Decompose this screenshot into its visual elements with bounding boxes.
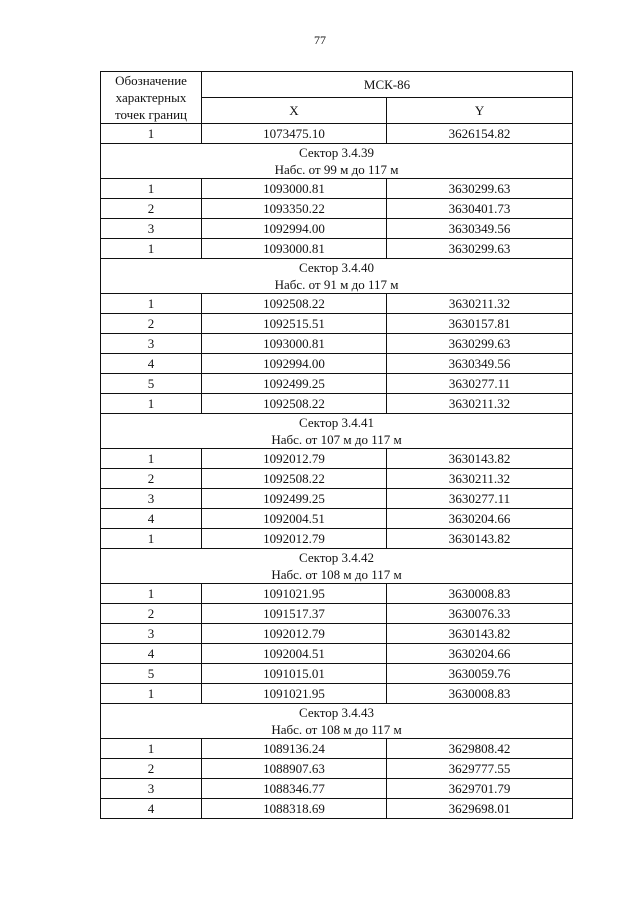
point-number-cell: 1 bbox=[101, 124, 202, 144]
x-coordinate-cell: 1092004.51 bbox=[202, 509, 387, 529]
sector-title: Сектор 3.4.41 bbox=[299, 415, 375, 430]
table-row bbox=[101, 449, 573, 469]
point-number-cell: 1 bbox=[101, 294, 202, 314]
y-coordinate-cell: 3630299.63 bbox=[387, 179, 573, 199]
y-coordinate-cell: 3629701.79 bbox=[387, 779, 573, 799]
sector-heading bbox=[101, 144, 573, 179]
point-number-cell: 1 bbox=[101, 239, 202, 259]
sector-heading bbox=[101, 704, 573, 739]
y-coordinate-cell: 3630211.32 bbox=[387, 294, 573, 314]
x-coordinate-cell: 1093000.81 bbox=[202, 239, 387, 259]
table-row bbox=[101, 469, 573, 489]
point-number-cell: 2 bbox=[101, 604, 202, 624]
point-number-cell: 3 bbox=[101, 779, 202, 799]
x-coordinate-cell: 1088907.63 bbox=[202, 759, 387, 779]
y-coordinate-cell: 3630277.11 bbox=[387, 489, 573, 509]
sector-title: Сектор 3.4.42 bbox=[299, 550, 375, 565]
sector-altitude-range: Набс. от 107 м до 117 м bbox=[271, 432, 402, 447]
table-row bbox=[101, 624, 573, 644]
sector-row bbox=[101, 259, 573, 294]
table-row bbox=[101, 664, 573, 684]
y-coordinate-cell: 3630204.66 bbox=[387, 509, 573, 529]
x-coordinate-cell: 1092012.79 bbox=[202, 449, 387, 469]
y-coordinate-cell: 3630211.32 bbox=[387, 394, 573, 414]
table-row bbox=[101, 294, 573, 314]
header-x: X bbox=[202, 98, 387, 124]
header-coordinate-system: МСК-86 bbox=[202, 72, 573, 98]
y-coordinate-cell: 3629808.42 bbox=[387, 739, 573, 759]
point-number-cell: 1 bbox=[101, 529, 202, 549]
table-row bbox=[101, 604, 573, 624]
point-number-cell: 3 bbox=[101, 219, 202, 239]
table-row bbox=[101, 529, 573, 549]
y-coordinate-cell: 3630076.33 bbox=[387, 604, 573, 624]
sector-altitude-range: Набс. от 108 м до 117 м bbox=[271, 567, 402, 582]
point-number-cell: 2 bbox=[101, 469, 202, 489]
x-coordinate-cell: 1093000.81 bbox=[202, 179, 387, 199]
page-number: 77 bbox=[314, 33, 326, 47]
table-row bbox=[101, 644, 573, 664]
table-row bbox=[101, 354, 573, 374]
x-coordinate-cell: 1092012.79 bbox=[202, 624, 387, 644]
y-coordinate-cell: 3630349.56 bbox=[387, 219, 573, 239]
x-coordinate-cell: 1092994.00 bbox=[202, 354, 387, 374]
sector-title: Сектор 3.4.40 bbox=[299, 260, 375, 275]
y-coordinate-cell: 3630143.82 bbox=[387, 449, 573, 469]
table-row bbox=[101, 239, 573, 259]
point-number-cell: 1 bbox=[101, 179, 202, 199]
point-number-cell: 1 bbox=[101, 684, 202, 704]
table-row bbox=[101, 314, 573, 334]
table-row bbox=[101, 374, 573, 394]
table-row bbox=[101, 124, 573, 144]
point-number-cell: 4 bbox=[101, 799, 202, 819]
sector-row bbox=[101, 549, 573, 584]
table-row bbox=[101, 779, 573, 799]
point-number-cell: 4 bbox=[101, 354, 202, 374]
x-coordinate-cell: 1088318.69 bbox=[202, 799, 387, 819]
sector-altitude-range: Набс. от 108 м до 117 м bbox=[271, 722, 402, 737]
point-number-cell: 4 bbox=[101, 644, 202, 664]
table-row bbox=[101, 799, 573, 819]
point-number-cell: 3 bbox=[101, 334, 202, 354]
x-coordinate-cell: 1092515.51 bbox=[202, 314, 387, 334]
x-coordinate-cell: 1093350.22 bbox=[202, 199, 387, 219]
x-coordinate-cell: 1091015.01 bbox=[202, 664, 387, 684]
y-coordinate-cell: 3630204.66 bbox=[387, 644, 573, 664]
header-y: Y bbox=[387, 98, 573, 124]
x-coordinate-cell: 1092508.22 bbox=[202, 469, 387, 489]
table-row bbox=[101, 219, 573, 239]
table-row bbox=[101, 489, 573, 509]
table-body bbox=[101, 124, 573, 819]
sector-heading bbox=[101, 414, 573, 449]
y-coordinate-cell: 3630157.81 bbox=[387, 314, 573, 334]
y-coordinate-cell: 3630211.32 bbox=[387, 469, 573, 489]
x-coordinate-cell: 1091021.95 bbox=[202, 584, 387, 604]
sector-title: Сектор 3.4.43 bbox=[299, 705, 375, 720]
header-point-label: Обозначение характерных точек границ bbox=[101, 72, 202, 124]
point-number-cell: 1 bbox=[101, 449, 202, 469]
x-coordinate-cell: 1092508.22 bbox=[202, 394, 387, 414]
table-row bbox=[101, 759, 573, 779]
sector-title: Сектор 3.4.39 bbox=[299, 145, 375, 160]
point-number-cell: 1 bbox=[101, 739, 202, 759]
y-coordinate-cell: 3630299.63 bbox=[387, 334, 573, 354]
x-coordinate-cell: 1092499.25 bbox=[202, 374, 387, 394]
x-coordinate-cell: 1073475.10 bbox=[202, 124, 387, 144]
y-coordinate-cell: 3630143.82 bbox=[387, 529, 573, 549]
y-coordinate-cell: 3630299.63 bbox=[387, 239, 573, 259]
x-coordinate-cell: 1089136.24 bbox=[202, 739, 387, 759]
sector-row bbox=[101, 704, 573, 739]
point-number-cell: 2 bbox=[101, 759, 202, 779]
point-number-cell: 5 bbox=[101, 664, 202, 684]
point-number-cell: 3 bbox=[101, 624, 202, 644]
point-number-cell: 3 bbox=[101, 489, 202, 509]
sector-heading bbox=[101, 259, 573, 294]
x-coordinate-cell: 1092012.79 bbox=[202, 529, 387, 549]
x-coordinate-cell: 1092994.00 bbox=[202, 219, 387, 239]
x-coordinate-cell: 1093000.81 bbox=[202, 334, 387, 354]
table-row bbox=[101, 179, 573, 199]
table-row bbox=[101, 739, 573, 759]
x-coordinate-cell: 1091021.95 bbox=[202, 684, 387, 704]
sector-heading bbox=[101, 549, 573, 584]
table-row bbox=[101, 394, 573, 414]
x-coordinate-cell: 1092508.22 bbox=[202, 294, 387, 314]
sector-altitude-range: Набс. от 91 м до 117 м bbox=[274, 277, 399, 292]
table-row bbox=[101, 509, 573, 529]
x-coordinate-cell: 1091517.37 bbox=[202, 604, 387, 624]
y-coordinate-cell: 3629698.01 bbox=[387, 799, 573, 819]
point-number-cell: 2 bbox=[101, 314, 202, 334]
table-row bbox=[101, 334, 573, 354]
sector-altitude-range: Набс. от 99 м до 117 м bbox=[274, 162, 399, 177]
sector-row bbox=[101, 144, 573, 179]
sector-row bbox=[101, 414, 573, 449]
y-coordinate-cell: 3629777.55 bbox=[387, 759, 573, 779]
table-row bbox=[101, 684, 573, 704]
coordinates-table bbox=[100, 71, 573, 819]
y-coordinate-cell: 3630349.56 bbox=[387, 354, 573, 374]
point-number-cell: 2 bbox=[101, 199, 202, 219]
point-number-cell: 1 bbox=[101, 394, 202, 414]
point-number-cell: 1 bbox=[101, 584, 202, 604]
table-row bbox=[101, 584, 573, 604]
table-row bbox=[101, 199, 573, 219]
y-coordinate-cell: 3630277.11 bbox=[387, 374, 573, 394]
x-coordinate-cell: 1088346.77 bbox=[202, 779, 387, 799]
y-coordinate-cell: 3630143.82 bbox=[387, 624, 573, 644]
y-coordinate-cell: 3626154.82 bbox=[387, 124, 573, 144]
y-coordinate-cell: 3630059.76 bbox=[387, 664, 573, 684]
x-coordinate-cell: 1092499.25 bbox=[202, 489, 387, 509]
y-coordinate-cell: 3630008.83 bbox=[387, 584, 573, 604]
y-coordinate-cell: 3630401.73 bbox=[387, 199, 573, 219]
y-coordinate-cell: 3630008.83 bbox=[387, 684, 573, 704]
point-number-cell: 5 bbox=[101, 374, 202, 394]
x-coordinate-cell: 1092004.51 bbox=[202, 644, 387, 664]
point-number-cell: 4 bbox=[101, 509, 202, 529]
